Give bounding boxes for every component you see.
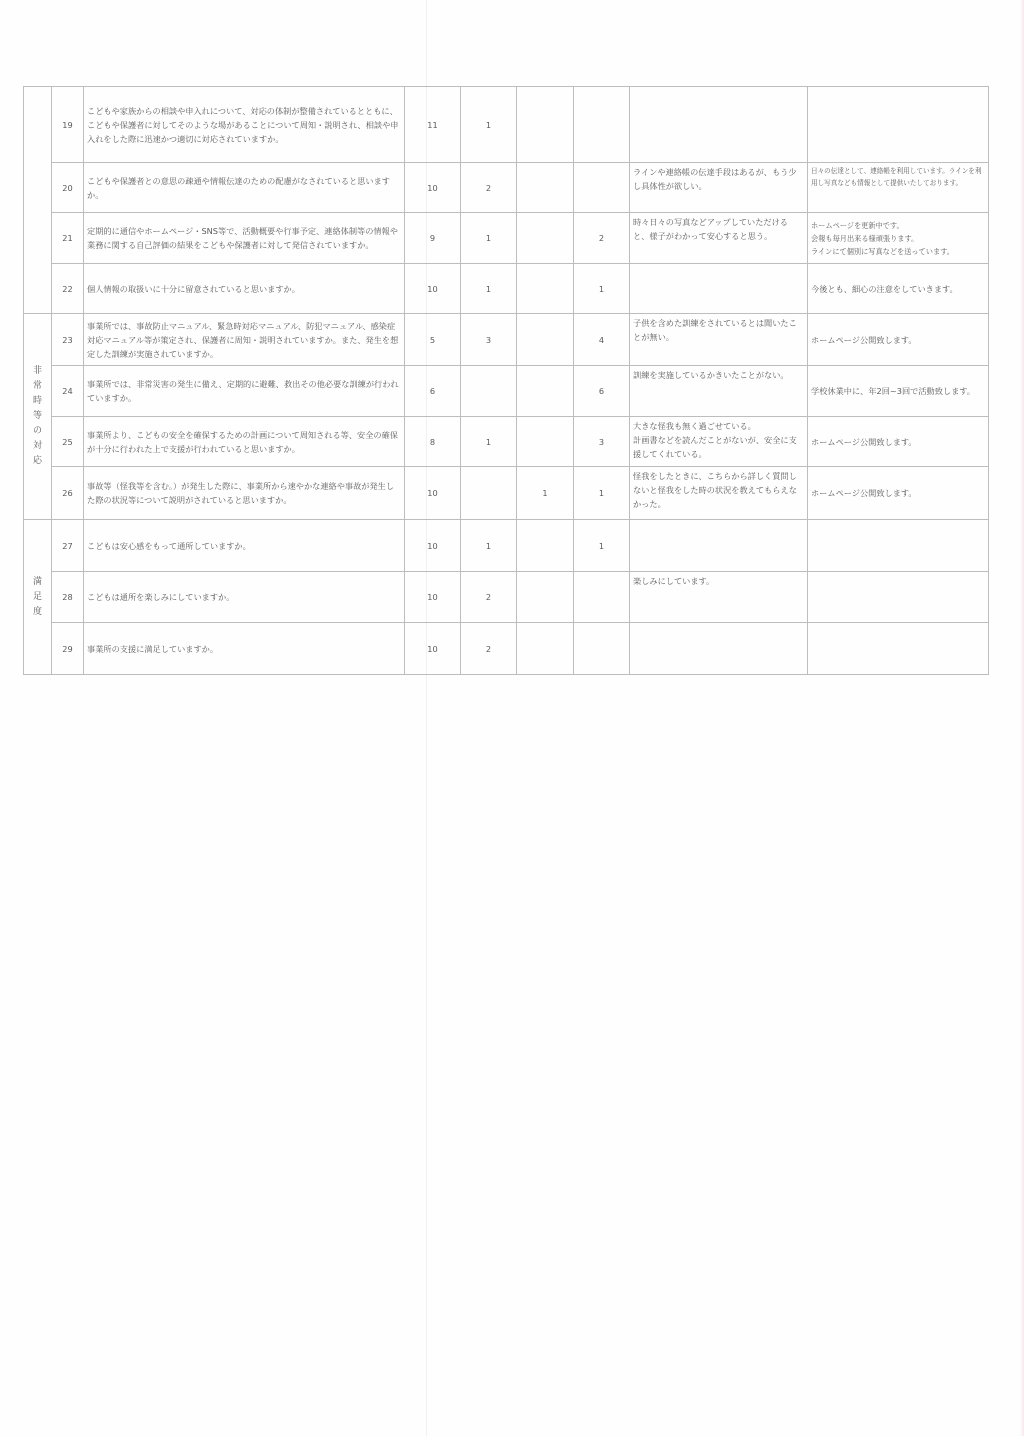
count-other: 3	[574, 417, 630, 467]
question-text: 事故等（怪我等を含む。）が発生した際に、事業所から速やかな連絡や事故が発生した際の状況等について説明がされていると思いますか。	[84, 467, 405, 520]
count-yes: 5	[405, 314, 461, 366]
category-label: 非常時等の対応	[32, 366, 42, 466]
question-number: 26	[52, 467, 84, 520]
count-no	[517, 366, 574, 417]
facility-reply: ホームページ公開致します。	[808, 314, 989, 366]
count-unknown: 1	[461, 213, 517, 264]
table-row	[24, 623, 989, 675]
count-no	[517, 264, 574, 314]
guardian-comment: 子供を含めた訓練をされているとは聞いたことが無い。	[630, 314, 808, 366]
category-satisfaction	[24, 520, 52, 675]
table-row	[24, 264, 989, 314]
guardian-comment: ラインや連絡帳の伝達手段はあるが、もう少し具体性が欲しい。	[630, 163, 808, 213]
count-unknown: 2	[461, 572, 517, 623]
category-label: 満足度	[32, 576, 42, 617]
question-text: こどもや保護者との意思の疎通や情報伝達のための配慮がなされていると思いますか。	[84, 163, 405, 213]
table-row	[24, 520, 989, 572]
count-yes: 10	[405, 623, 461, 675]
count-other: 2	[574, 213, 630, 264]
table-row	[24, 366, 989, 417]
category-cell-blank	[24, 87, 52, 314]
guardian-comment	[630, 623, 808, 675]
count-no	[517, 417, 574, 467]
count-yes: 10	[405, 163, 461, 213]
category-emergency	[24, 314, 52, 520]
count-other: 1	[574, 264, 630, 314]
question-text: 個人情報の取扱いに十分に留意されていると思いますか。	[84, 264, 405, 314]
count-no	[517, 213, 574, 264]
question-text: 事業所より、こどもの安全を確保するための計画について周知される等、安全の確保が十分に行われた上で支援が行われていると思いますか。	[84, 417, 405, 467]
question-number: 29	[52, 623, 84, 675]
facility-reply: ホームページを更新中です。 会報も毎月出来る様頑張ります。 ラインにて個別に写真などを送っています。	[808, 213, 989, 264]
question-number: 28	[52, 572, 84, 623]
count-unknown: 1	[461, 417, 517, 467]
guardian-comment	[630, 520, 808, 572]
guardian-comment	[630, 87, 808, 163]
count-no	[517, 623, 574, 675]
facility-reply	[808, 623, 989, 675]
count-unknown: 1	[461, 87, 517, 163]
table-row	[24, 213, 989, 264]
count-yes: 6	[405, 366, 461, 417]
count-other	[574, 572, 630, 623]
count-no	[517, 520, 574, 572]
facility-reply: ホームページ公開致します。	[808, 417, 989, 467]
guardian-comment: 怪我をしたときに、こちらから詳しく質問しないと怪我をした時の状況を教えてもらえなかった。	[630, 467, 808, 520]
count-unknown	[461, 366, 517, 417]
count-unknown: 2	[461, 623, 517, 675]
count-other	[574, 623, 630, 675]
count-yes: 10	[405, 520, 461, 572]
question-text: 事業所では、非常災害の発生に備え、定期的に避難、救出その他必要な訓練が行われていますか。	[84, 366, 405, 417]
facility-reply	[808, 520, 989, 572]
count-unknown: 1	[461, 264, 517, 314]
question-number: 20	[52, 163, 84, 213]
count-other: 6	[574, 366, 630, 417]
count-yes: 10	[405, 467, 461, 520]
count-unknown: 3	[461, 314, 517, 366]
guardian-comment: 大きな怪我も無く過ごせている。 計画書などを読んだことがないが、安全に支援してくれている。	[630, 417, 808, 467]
guardian-comment: 時々日々の写真などアップしていただけると、様子がわかって安心すると思う。	[630, 213, 808, 264]
question-number: 22	[52, 264, 84, 314]
count-unknown: 2	[461, 163, 517, 213]
question-text: 事業所では、事故防止マニュアル、緊急時対応マニュアル、防犯マニュアル、感染症対応マニュアル等が策定され、保護者に周知・説明されていますか。また、発生を想定した訓練が実施されていますか。	[84, 314, 405, 366]
count-no	[517, 87, 574, 163]
question-text: 事業所の支援に満足していますか。	[84, 623, 405, 675]
question-number: 25	[52, 417, 84, 467]
question-text: こどもや家族からの相談や申入れについて、対応の体制が整備されているとともに、こどもや保護者に対してそのような場があることについて周知・説明され、相談や申入れをした際に迅速かつ適切に対応されていますか。	[84, 87, 405, 163]
count-yes: 8	[405, 417, 461, 467]
count-yes: 11	[405, 87, 461, 163]
facility-reply: 日々の伝達として、連絡帳を利用しています。ラインを利用し写真なども情報として提供いたしております。	[808, 163, 989, 213]
table-row	[24, 572, 989, 623]
count-yes: 10	[405, 572, 461, 623]
count-other	[574, 163, 630, 213]
count-no	[517, 163, 574, 213]
count-no	[517, 314, 574, 366]
question-number: 23	[52, 314, 84, 366]
guardian-comment	[630, 264, 808, 314]
count-no	[517, 572, 574, 623]
guardian-comment: 訓練を実施しているかきいたことがない。	[630, 366, 808, 417]
facility-reply	[808, 572, 989, 623]
table-row	[24, 467, 989, 520]
survey-table	[23, 86, 989, 675]
facility-reply: 今後とも、細心の注意をしていきます。	[808, 264, 989, 314]
table-row	[24, 87, 989, 163]
facility-reply: 学校休業中に、年2回~3回で活動致します。	[808, 366, 989, 417]
count-other	[574, 87, 630, 163]
count-yes: 10	[405, 264, 461, 314]
facility-reply: ホームページ公開致します。	[808, 467, 989, 520]
guardian-comment: 楽しみにしています。	[630, 572, 808, 623]
count-other: 4	[574, 314, 630, 366]
count-unknown: 1	[461, 520, 517, 572]
count-no: 1	[517, 467, 574, 520]
question-number: 19	[52, 87, 84, 163]
table-row	[24, 314, 989, 366]
page-edge	[1020, 0, 1024, 1436]
question-text: 定期的に通信やホームページ・SNS等で、活動概要や行事予定、連絡体制等の情報や業務に関する自己評価の結果をこどもや保護者に対して発信されていますか。	[84, 213, 405, 264]
question-text: こどもは安心感をもって通所していますか。	[84, 520, 405, 572]
question-text: こどもは通所を楽しみにしていますか。	[84, 572, 405, 623]
question-number: 24	[52, 366, 84, 417]
count-unknown	[461, 467, 517, 520]
table-row	[24, 163, 989, 213]
question-number: 21	[52, 213, 84, 264]
table-row	[24, 417, 989, 467]
count-other: 1	[574, 520, 630, 572]
facility-reply	[808, 87, 989, 163]
count-other: 1	[574, 467, 630, 520]
count-yes: 9	[405, 213, 461, 264]
question-number: 27	[52, 520, 84, 572]
